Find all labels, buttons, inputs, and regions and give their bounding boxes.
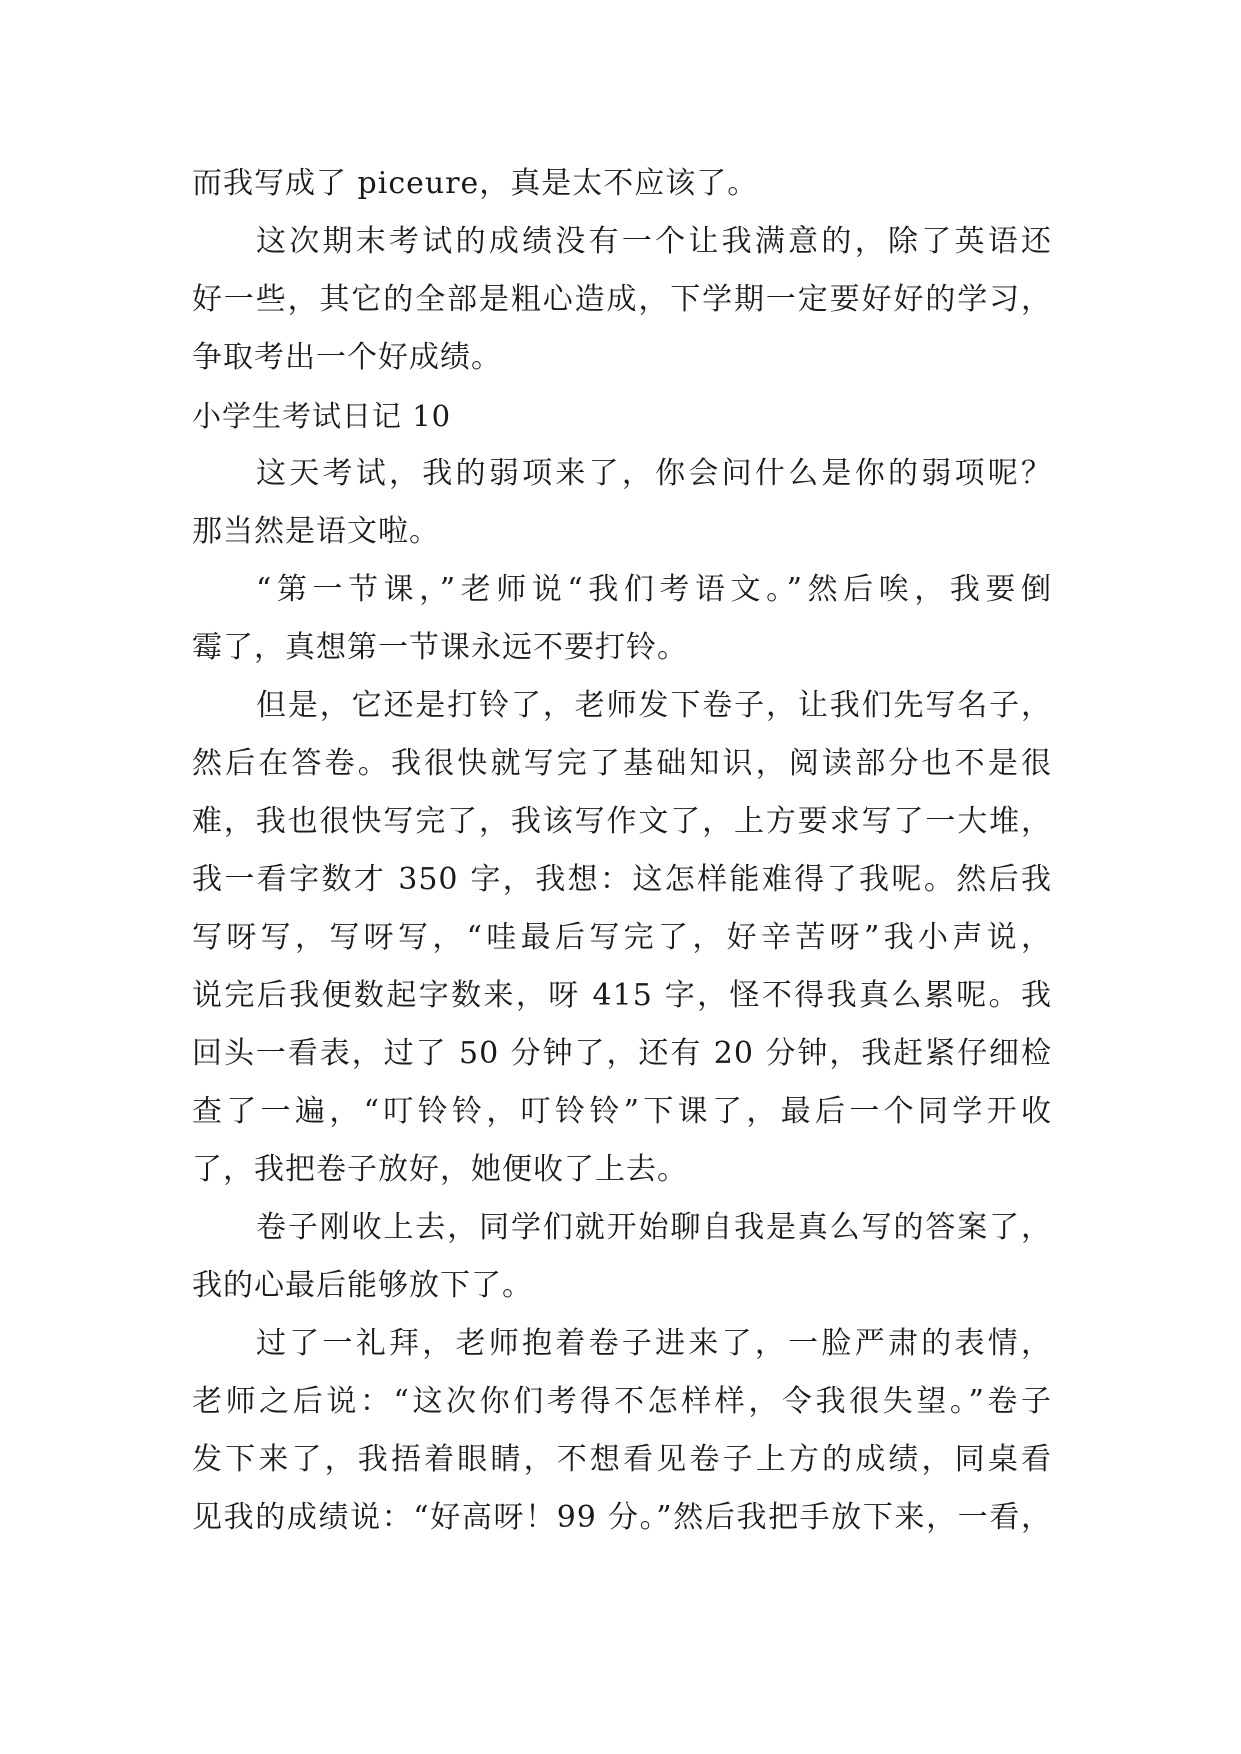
text-line: 查了一遍，“叮铃铃，叮铃铃”下课了，最后一个同学开收 xyxy=(192,1094,1052,1129)
text-line: 说完后我便数起字数来，呀 415 字，怪不得我真么累呢。我 xyxy=(192,978,1052,1013)
text-line: 好一些，其它的全部是粗心造成，下学期一定要好好的学习， xyxy=(192,282,1052,317)
text-line: 那当然是语文啦。 xyxy=(192,514,440,549)
paragraph-first-line: “第一节课，”老师说“我们考语文。”然后唉，我要倒 xyxy=(256,572,1052,607)
text-line: 见我的成绩说：“好高呀！99 分。”然后我把手放下来，一看， xyxy=(192,1500,1052,1535)
text-line: 霉了，真想第一节课永远不要打铃。 xyxy=(192,630,688,665)
text-line: 难，我也很快写完了，我该写作文了，上方要求写了一大堆， xyxy=(192,804,1052,839)
paragraph-first-line: 过了一礼拜，老师抱着卷子进来了，一脸严肃的表情， xyxy=(256,1326,1052,1361)
paragraph-first-line: 但是，它还是打铃了，老师发下卷子，让我们先写名子， xyxy=(256,688,1052,723)
text-line: 回头一看表，过了 50 分钟了，还有 20 分钟，我赶紧仔细检 xyxy=(192,1036,1052,1071)
document-body xyxy=(192,155,1052,1547)
text-line: 而我写成了 piceure，真是太不应该了。 xyxy=(192,166,759,201)
text-line: 老师之后说：“这次你们考得不怎样样，令我很失望。”卷子 xyxy=(192,1384,1052,1419)
paragraph-first-line: 这次期末考试的成绩没有一个让我满意的，除了英语还 xyxy=(256,224,1052,259)
section-heading: 小学生考试日记 10 xyxy=(192,399,452,433)
text-line: 然后在答卷。我很快就写完了基础知识，阅读部分也不是很 xyxy=(192,746,1052,781)
paragraph-first-line: 这天考试，我的弱项来了，你会问什么是你的弱项呢？ xyxy=(256,456,1052,491)
text-line: 了，我把卷子放好，她便收了上去。 xyxy=(192,1152,688,1187)
text-line: 争取考出一个好成绩。 xyxy=(192,340,502,375)
text-line: 发下来了，我捂着眼睛，不想看见卷子上方的成绩，同桌看 xyxy=(192,1442,1052,1477)
text-line: 我的心最后能够放下了。 xyxy=(192,1268,533,1303)
text-line: 写呀写，写呀写，“哇最后写完了，好辛苦呀”我小声说， xyxy=(192,920,1052,955)
paragraph-first-line: 卷子刚收上去，同学们就开始聊自我是真么写的答案了， xyxy=(256,1210,1052,1245)
text-line: 我一看字数才 350 字，我想：这怎样能难得了我呢。然后我 xyxy=(192,862,1052,897)
